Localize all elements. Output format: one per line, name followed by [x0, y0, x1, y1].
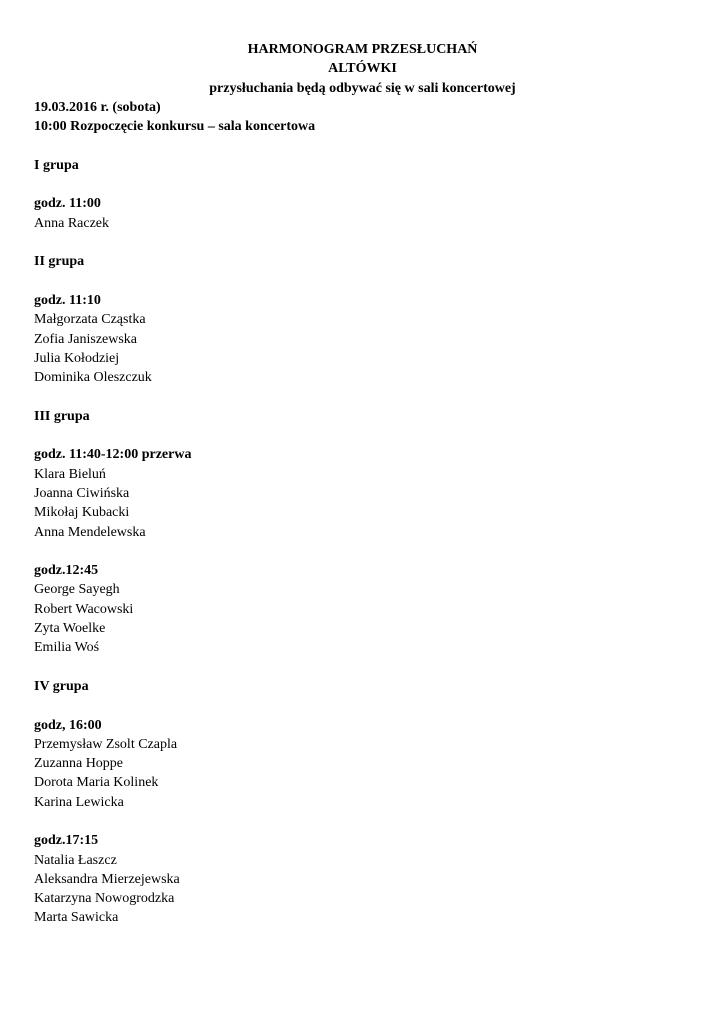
slot-time: godz. 11:10 — [34, 292, 101, 308]
participant-name: Dominika Oleszczuk — [34, 370, 152, 386]
participant-name: Emilia Woś — [34, 640, 100, 656]
participant-name: Małgorzata Cząstka — [34, 312, 146, 328]
participant-name: Zofia Janiszewska — [34, 331, 138, 347]
schedule-date: 19.03.2016 r. (sobota) — [34, 100, 161, 115]
group-label: IV grupa — [34, 678, 89, 694]
participant-name: Joanna Ciwińska — [34, 485, 130, 501]
schedule-body — [34, 98, 684, 928]
slot-time: godz.12:45 — [34, 563, 99, 579]
participant-name: Klara Bieluń — [34, 466, 106, 482]
slot-time: godz. 11:00 — [34, 196, 101, 212]
participant-name: Robert Wacowski — [34, 601, 134, 617]
participant-name: Anna Mendelewska — [34, 524, 146, 540]
slot-time: godz, 16:00 — [34, 717, 102, 733]
participant-name: Anna Raczek — [34, 215, 110, 231]
participant-name: George Sayegh — [34, 582, 120, 598]
document-header — [0, 40, 725, 98]
slot-time: godz. 11:40-12:00 przerwa — [34, 447, 192, 463]
participant-name: Karina Lewicka — [34, 794, 124, 810]
participant-name: Katarzyna Nowogrodzka — [34, 891, 175, 907]
participant-name: Przemysław Zsolt Czapla — [34, 736, 178, 752]
participant-name: Natalia Łaszcz — [34, 852, 117, 868]
participant-name: Zuzanna Hoppe — [34, 756, 124, 772]
participant-name: Marta Sawicka — [34, 910, 119, 926]
participant-name: Dorota Maria Kolinek — [34, 775, 159, 791]
group-label: II grupa — [34, 254, 85, 270]
participant-name: Julia Kołodziej — [34, 350, 120, 366]
opening-line: 10:00 Rozpoczęcie konkursu – sala koncertowa — [34, 119, 316, 135]
participant-name: Aleksandra Mierzejewska — [34, 871, 180, 887]
group-label: I grupa — [34, 157, 79, 173]
instrument-title: ALTÓWKI — [328, 61, 397, 77]
participant-name: Zyta Woelke — [34, 621, 106, 637]
slot-time: godz.17:15 — [34, 833, 99, 849]
document-subtitle: przysłuchania będą odbywać się w sali koncertowej — [209, 80, 516, 96]
document-title: HARMONOGRAM PRZESŁUCHAŃ — [247, 42, 478, 57]
group-label: III grupa — [34, 408, 90, 424]
participant-name: Mikołaj Kubacki — [34, 505, 130, 521]
